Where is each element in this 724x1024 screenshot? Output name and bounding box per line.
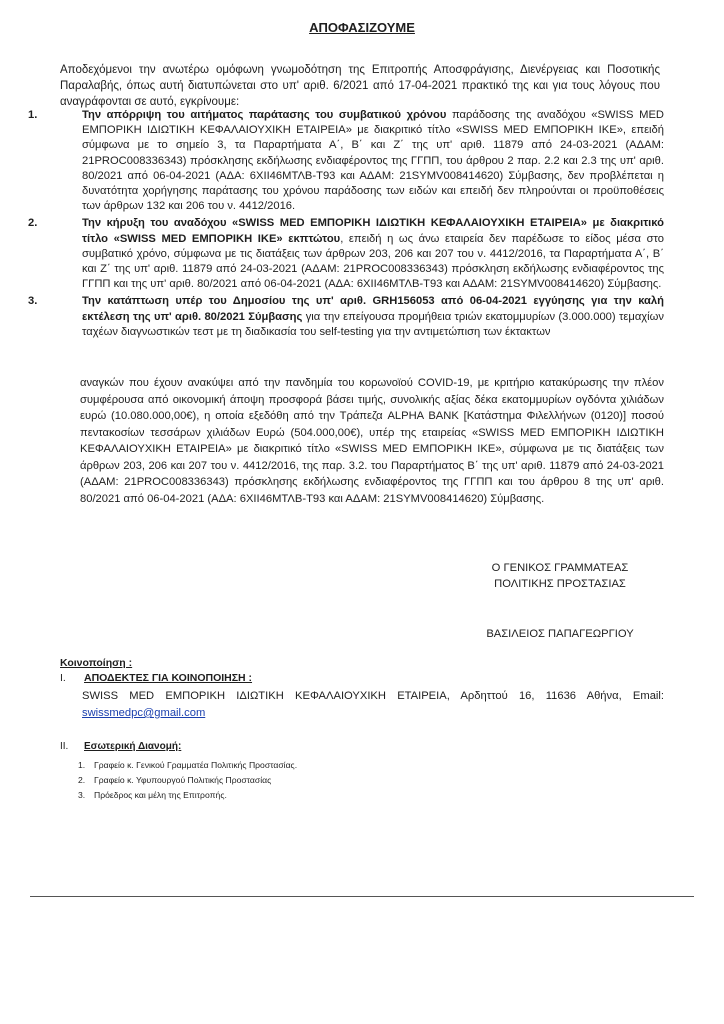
section-label: ΑΠΟΔΕΚΤΕΣ ΓΙΑ ΚΟΙΝΟΠΟΙΗΣΗ : (84, 672, 253, 684)
recipient-text: SWISS MED ΕΜΠΟΡΙΚΗ ΙΔΙΩΤΙΚΗ ΚΕΦΑΛΑΙΟΥΧΙΚΗ ΕΤΑΙΡΕΙΑ, Αρδηττού 16, 11636 Αθήνα, Email: (82, 690, 664, 702)
distribution-heading: Κοινοποίηση : (60, 657, 133, 669)
list-item-number: 3. (78, 790, 86, 800)
intro-paragraph: Αποδεχόμενοι την ανωτέρω ομόφωνη γνωμοδότηση της Επιτροπής Αποσφράγισης, Διενέργειας και Ποσοτικής Παραλαβής, όπως αυτή διατυπώνεται στο υπ' αριθ. 6/2021 από 17-04-2021 πρακτικό της και για τους λόγους που αναγράφονται σε αυτό, εγκρίνουμε: (60, 64, 660, 108)
recipient-entry (82, 688, 664, 722)
item-number: 3. (28, 295, 38, 308)
signatory-title (460, 560, 660, 592)
item-text: για την επείγουσα προμήθεια τριών εκατομμυρίων (3.000.000) τεμαχίων ταχέων διαγνωστικών τεστ με τη διαδικασία του self-testing για την αντιμετώπιση των έκτακτων (82, 310, 664, 338)
section-numeral: II. (60, 741, 69, 752)
list-item (78, 788, 297, 803)
item-bold-text: Την κατάπτωση υπέρ του Δημοσίου της υπ' αριθ. GRH156053 από 06-04-2021 εγγύησης για την καλή εκτέλεση της υπ' αριθ. 80/2021 Σύμβασης (82, 295, 664, 323)
decision-item (28, 108, 664, 214)
section-label: Εσωτερική Διανομή: (84, 741, 182, 752)
recipients-section-heading (60, 672, 252, 684)
decision-item (28, 294, 664, 340)
decision-item (28, 216, 664, 292)
email-link[interactable]: swissmedpc@gmail.com (82, 707, 206, 719)
signatory-name: ΒΑΣΙΛΕΙΟΣ ΠΑΠΑΓΕΩΡΓΙΟΥ (486, 628, 634, 640)
internal-distribution-heading (60, 741, 181, 752)
item-text: , επειδή η ως άνω εταιρεία δεν παρέδωσε το είδος μέσα στο συμβατικό χρόνο, σύμφωνα με τις διατάξεις των άρθρων 203, 206 και 207 του ν. 4412/2016, τα Παραρτήματα Α΄, Β΄ και Ζ΄ της υπ' αριθ. 11879 από 24-03-2021 (ΑΔΑΜ: 21PROC008336343) πρόσκληση εκδήλωσης ενδιαφέροντος της ΓΓΠΠ και της υπ' αριθ. 80/2021 από 06-04-2021 (ΑΔΑ: 6ΧΙΙ46ΜΤΛΒ-Τ93 και ΑΔΑΜ: 21SYMV008414620) Σύμβασης. (82, 232, 664, 291)
list-item-number: 2. (78, 775, 86, 785)
item-bold-text: Την απόρριψη του αιτήματος παράτασης του συμβατικού χρόνου (82, 109, 447, 121)
item-bold-text: Την κήρυξη του αναδόχου «SWISS MED ΕΜΠΟΡΙΚΗ ΙΔΙΩΤΙΚΗ ΚΕΦΑΛΑΙΟΥΧΙΚΗ ΕΤΑΙΡΕΙΑ» με διακριτικό τίτλο «SWISS MED ΕΜΠΟΡΙΚΗ IKE» εκπτώτου (82, 217, 664, 245)
footer-divider (30, 896, 694, 897)
list-item-text: Γραφείο κ. Γενικού Γραμματέα Πολιτικής Προστασίας. (94, 760, 298, 770)
internal-distribution-list (78, 758, 297, 803)
list-item-text: Γραφείο κ. Υφυπουργού Πολιτικής Προστασίας (94, 775, 272, 785)
item-number: 1. (28, 109, 38, 121)
item-text: παράδοσης της αναδόχου «SWISS MED ΕΜΠΟΡΙΚΗ ΙΔΙΩΤΙΚΗ ΚΕΦΑΛΑΙΟΥΧΙΚΗ ΕΤΑΙΡΕΙΑ» με διακριτικό τίτλο «SWISS MED ΕΜΠΟΡΙΚΗ IKE», επειδή σύμφωνα με το σημείο 3, τα Παραρτήματα Α΄, Β΄ και Ζ΄ της υπ' αριθ. 11879 από 24-03-2021 (ΑΔΑΜ: 21PROC008336343) πρόσκλησης εκδήλωσης ενδιαφέροντος της ΓΓΠΠ, του άρθρου 2 παρ. 2.2 και 2.3 της υπ' αριθ. 80/2021 από 06-04-2021 (ΑΔΑ: 6ΧΙΙ46ΜΤΛΒ-Τ93 και ΑΔΑΜ: 21SYMV008414620) Σύμβασης, δεν προβλέπεται η δυνατότητα χορήγησης παράτασης του χρόνου παράδοσης των ειδών και επειδή δεν πληρούνται οι προϋποθέσεις των άρθρων 132 και 206 του ν. 4412/2016. (82, 109, 664, 213)
list-item (78, 773, 297, 788)
list-item (78, 758, 297, 773)
list-item-text: Πρόεδρος και μέλη της Επιτροπής. (94, 790, 227, 800)
continuation-paragraph: αναγκών που έχουν ανακύψει από την πανδημία του κορωνοϊού COVID-19, με κριτήριο κατακύρωσης την πλέον συμφέρουσα από οικονομική άποψη προσφορά βάσει τιμής, συνολικής αξίας δέκα εκατομμυρίων ογδόντα χιλιάδων ευρώ (10.080.000,00€), η οποία εξεδόθη από την Τράπεζα ALPHA BANK [Κατάστημα Φιλελλήνων (0120)] ποσού πεντακοσίων τεσσάρων χιλιάδων Ευρώ (504.000,00€), υπέρ της εταιρείας «SWISS MED ΕΜΠΟΡΙΚΗ ΙΔΙΩΤΙΚΗ ΚΕΦΑΛΑΙΟΥΧΙΚΗ ΕΤΑΙΡΕΙΑ» με διακριτικό τίτλο «SWISS MED ΕΜΠΟΡΙΚΗ IKE», σύμφωνα με τις διατάξεις των άρθρων 203, 206 και 207 του ν. 4412/2016, της παρ. 3.2. του Παραρτήματος Β΄ της υπ' αριθ. 11879 από 24-03-2021 (ΑΔΑΜ: 21PROC008336343) πρόσκλησης εκδήλωσης ενδιαφέροντος της ΓΓΠΠ και του άρθρου 8 της υπ' αριθ. 80/2021 από 06-04-2021 (ΑΔΑ: 6ΧΙΙ46ΜΤΛΒ-Τ93 και ΑΔΑΜ: 21SYMV008414620) Σύμβασης. (80, 377, 664, 505)
decision-title: ΑΠΟΦΑΣΙΖΟΥΜΕ (309, 20, 415, 35)
signatory-title-line2: ΠΟΛΙΤΙΚΗΣ ΠΡΟΣΤΑΣΙΑΣ (494, 578, 626, 590)
list-item-number: 1. (78, 760, 86, 770)
item-number: 2. (28, 217, 38, 230)
decision-list (28, 108, 664, 342)
signatory-title-line1: Ο ΓΕΝΙΚΟΣ ΓΡΑΜΜΑΤΕΑΣ (491, 562, 629, 574)
section-numeral: I. (60, 672, 66, 684)
